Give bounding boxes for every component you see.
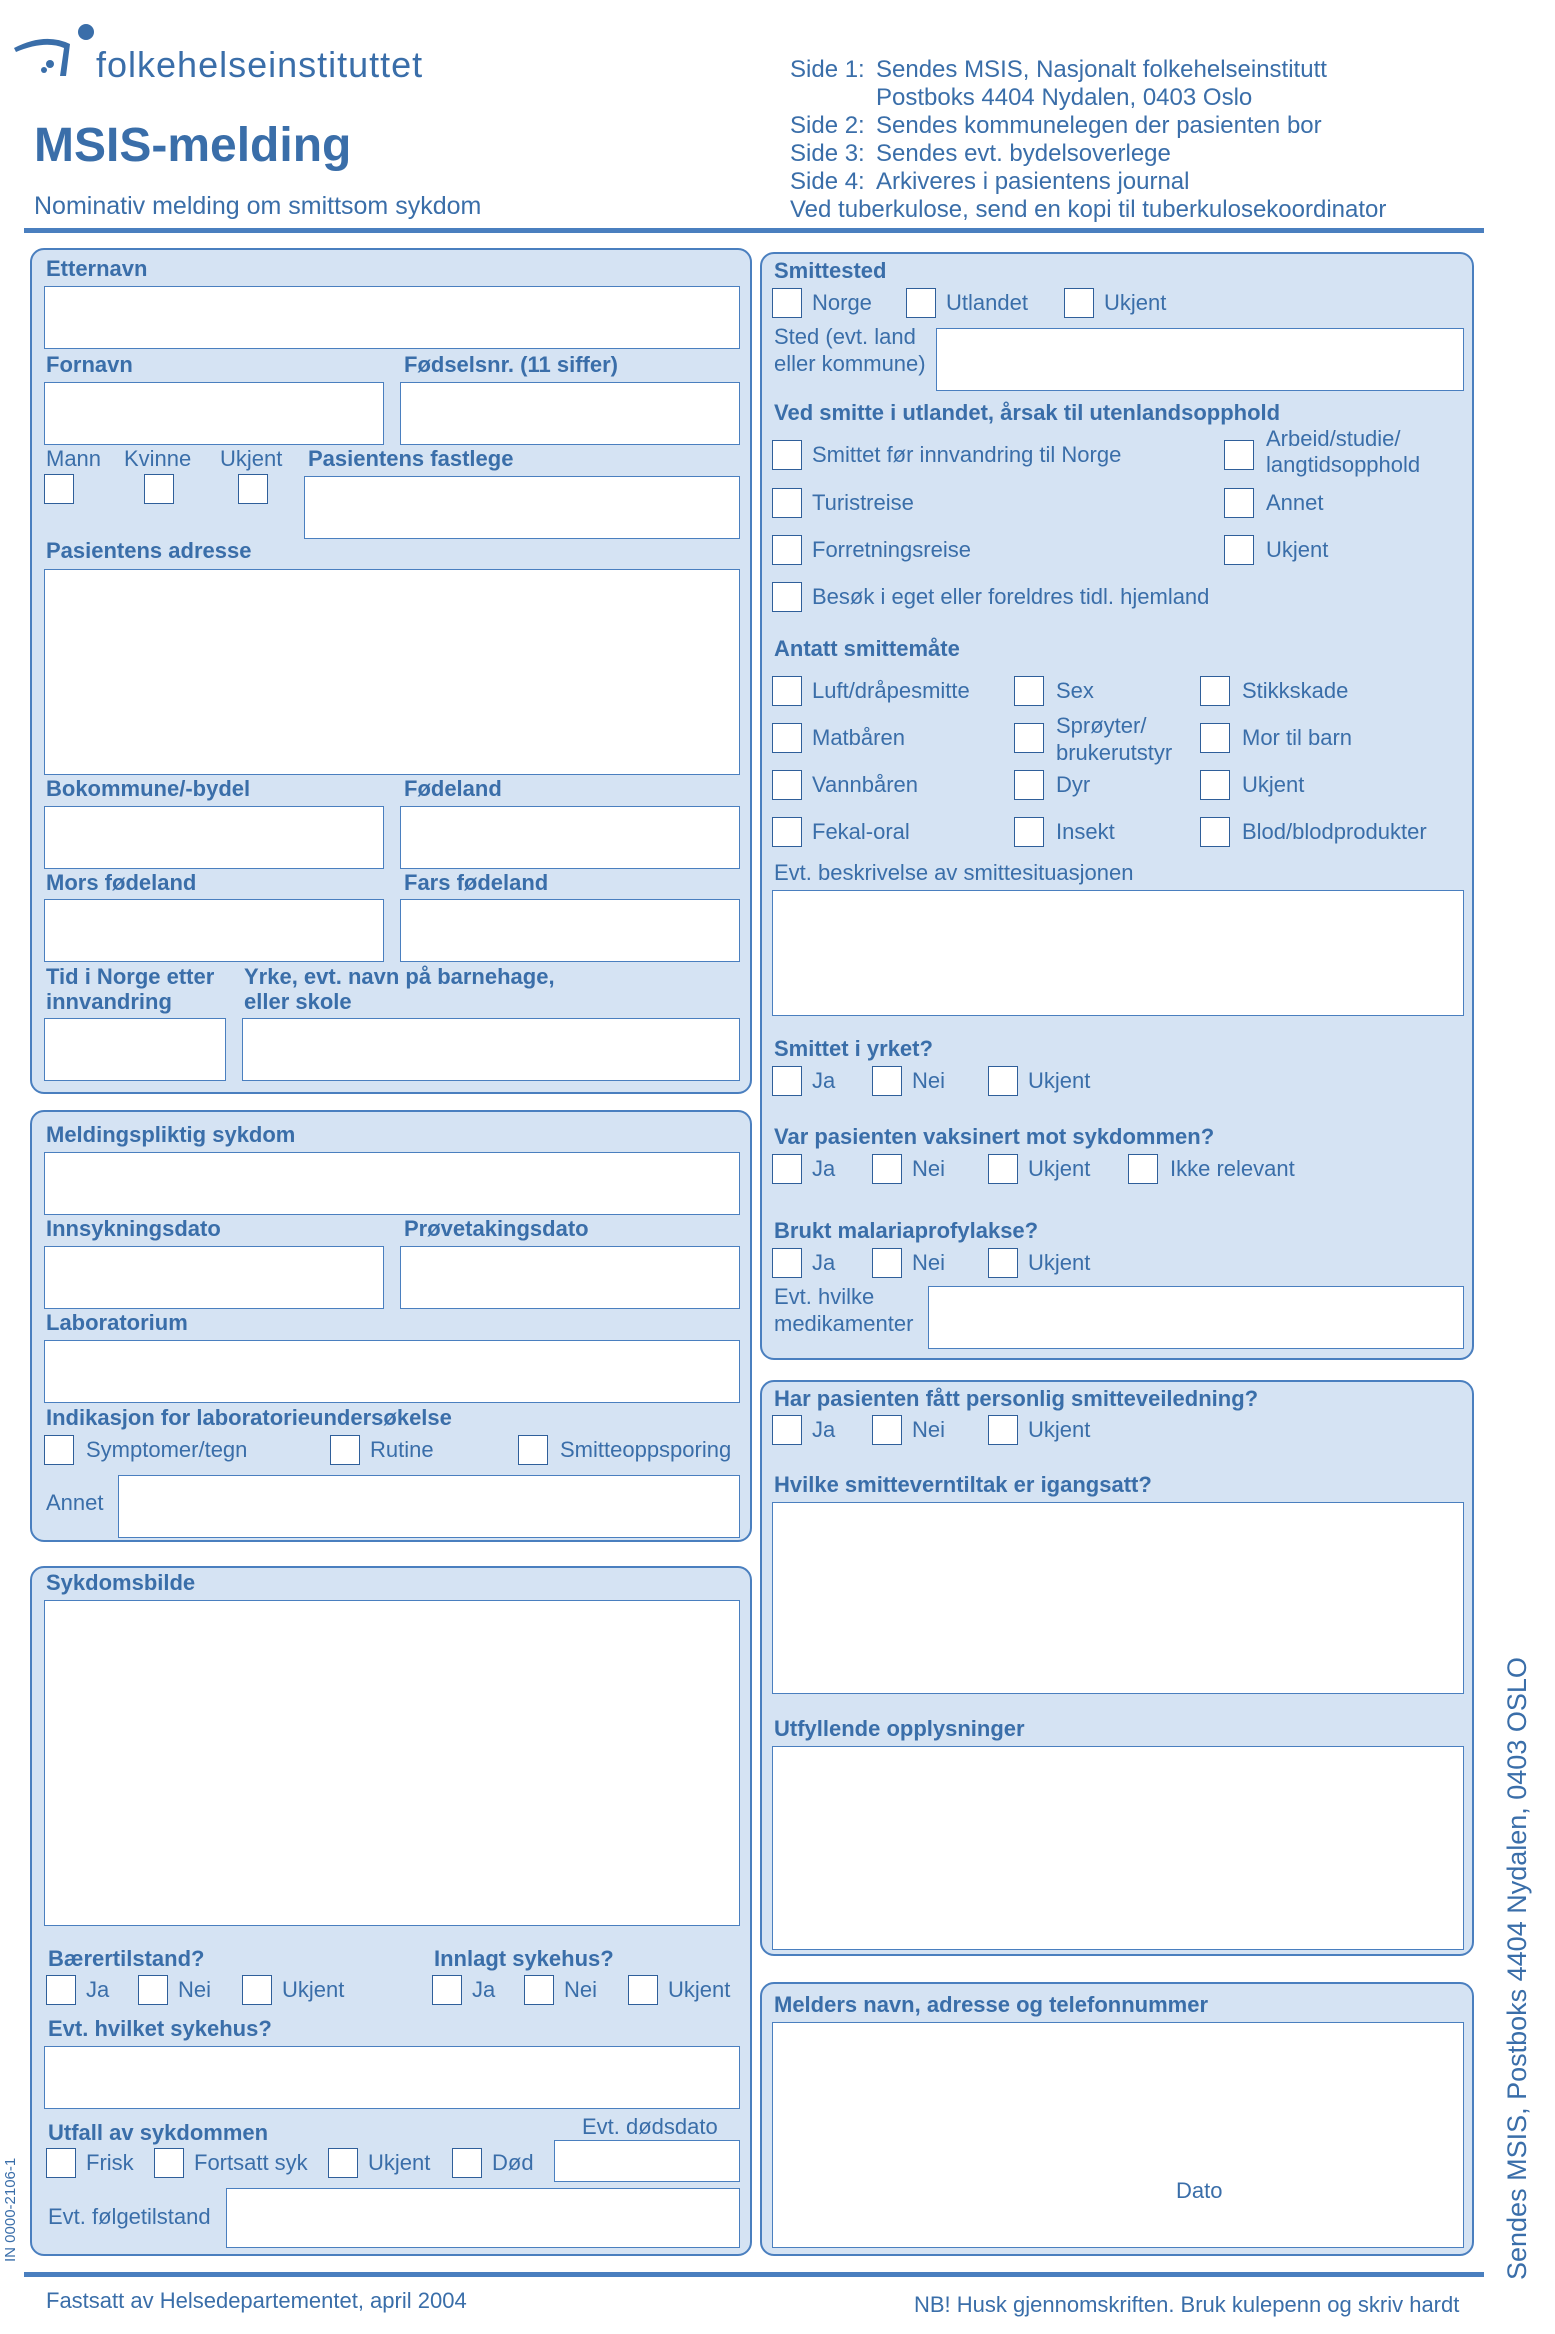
baerer-ja-label: Ja <box>86 1977 110 2002</box>
kvinne-label: Kvinne <box>124 446 192 471</box>
besok-label: Besøk i eget eller foreldres tidl. hjemland <box>812 584 1210 609</box>
innlagt-ukjent-label: Ukjent <box>668 1977 731 2002</box>
smittested-ukjent-checkbox[interactable] <box>1064 288 1094 318</box>
yrke-label: Yrke, evt. navn på barnehage, <box>244 964 555 989</box>
rutine-label: Rutine <box>370 1437 434 1462</box>
smittested-norge-label: Norge <box>812 290 872 315</box>
fastlege-label: Pasientens fastlege <box>308 446 514 471</box>
fodselsnr-label: Fødselsnr. (11 siffer) <box>404 352 618 377</box>
veiledning-nei-checkbox[interactable] <box>872 1415 902 1445</box>
header-divider <box>24 228 1484 233</box>
veiledning-nei-label: Nei <box>912 1417 946 1442</box>
malaria-nei-checkbox[interactable] <box>872 1248 902 1278</box>
innlagt-nei-checkbox[interactable] <box>524 1975 554 2005</box>
baerer-nei-label: Nei <box>178 1977 212 2002</box>
veiledning-ukjent-checkbox[interactable] <box>988 1415 1018 1445</box>
vaksinert-ja-checkbox[interactable] <box>772 1154 802 1184</box>
melder-input[interactable] <box>772 2022 1464 2248</box>
sex-label: Sex <box>1056 678 1094 703</box>
forretningsreise-checkbox[interactable] <box>772 535 802 565</box>
matbaren-checkbox[interactable] <box>772 723 802 753</box>
routing-text-4: Arkiveres i pasientens journal <box>876 168 1190 195</box>
innsykningsdato-label: Innsykningsdato <box>46 1216 221 1241</box>
besok-checkbox[interactable] <box>772 582 802 612</box>
dyr-label: Dyr <box>1056 772 1091 797</box>
kjonn-ukjent-checkbox[interactable] <box>238 474 268 504</box>
vaksinert-ikke-relevant-label: Ikke relevant <box>1170 1156 1295 1181</box>
yrket-ukjent-label: Ukjent <box>1028 1068 1091 1093</box>
insekt-checkbox[interactable] <box>1014 817 1044 847</box>
stikkskade-label: Stikkskade <box>1242 678 1349 703</box>
etternavn-label: Etternavn <box>46 256 148 281</box>
mor-til-barn-checkbox[interactable] <box>1200 723 1230 753</box>
malaria-label: Brukt malariaprofylakse? <box>774 1218 1039 1243</box>
matbaren-label: Matbåren <box>812 725 905 750</box>
malaria-ja-label: Ja <box>812 1250 836 1275</box>
smitteoppsporing-checkbox[interactable] <box>518 1435 548 1465</box>
logo-swirl-icon <box>10 18 100 80</box>
tiltak-input[interactable] <box>772 1502 1464 1694</box>
veiledning-ukjent-label: Ukjent <box>1028 1417 1091 1442</box>
arsak-annet-checkbox[interactable] <box>1224 488 1254 518</box>
medikamenter-label-2: medikamenter <box>774 1311 914 1336</box>
annet-input[interactable] <box>118 1475 740 1538</box>
smittested-norge-checkbox[interactable] <box>772 288 802 318</box>
vannbaren-label: Vannbåren <box>812 772 919 797</box>
yrket-nei-checkbox[interactable] <box>872 1066 902 1096</box>
routing-side-4: Side 4: <box>790 168 865 195</box>
luft-label: Luft/dråpesmitte <box>812 678 970 703</box>
blod-label: Blod/blodprodukter <box>1242 819 1427 844</box>
arsak-ukjent-checkbox[interactable] <box>1224 535 1254 565</box>
vaksinert-ja-label: Ja <box>812 1156 836 1181</box>
fars-fodeland-label: Fars fødeland <box>404 870 549 895</box>
kjonn-ukjent-label: Ukjent <box>220 446 283 471</box>
vaksinert-nei-checkbox[interactable] <box>872 1154 902 1184</box>
malaria-ja-checkbox[interactable] <box>772 1248 802 1278</box>
tiltak-label: Hvilke smitteverntiltak er igangsatt? <box>774 1472 1152 1497</box>
utfyllende-label: Utfyllende opplysninger <box>774 1716 1025 1741</box>
routing-side-1: Side 1: <box>790 56 865 83</box>
sproyter-label: Sprøyter/ <box>1056 713 1147 738</box>
provetakingsdato-label: Prøvetakingsdato <box>404 1216 589 1241</box>
folgetilstand-label: Evt. følgetilstand <box>48 2204 211 2229</box>
routing-text-1b: Postboks 4404 Nydalen, 0403 Oslo <box>876 84 1253 111</box>
tid-i-norge-label-2: innvandring <box>46 989 172 1014</box>
veiledning-label: Har pasienten fått personlig smitteveiledning? <box>774 1386 1259 1411</box>
smittested-label: Smittested <box>774 258 887 283</box>
routing-text-2: Sendes kommunelegen der pasienten bor <box>876 112 1322 139</box>
veiledning-ja-label: Ja <box>812 1417 836 1442</box>
dod-checkbox[interactable] <box>452 2148 482 2178</box>
sted-label: Sted (evt. land <box>774 324 916 349</box>
routing-text-1: Sendes MSIS, Nasjonalt folkehelseinstitutt <box>876 56 1327 83</box>
smittet-for-label: Smittet før innvandring til Norge <box>812 442 1122 467</box>
utfyllende-input[interactable] <box>772 1746 1464 1950</box>
sted-label-2: eller kommune) <box>774 351 926 376</box>
malaria-ukjent-checkbox[interactable] <box>988 1248 1018 1278</box>
vaksinert-ukjent-checkbox[interactable] <box>988 1154 1018 1184</box>
dato-label: Dato <box>1176 2178 1223 2203</box>
indikasjon-label: Indikasjon for laboratorieundersøkelse <box>46 1405 452 1430</box>
nb-note: NB! Husk gjennomskriften. Bruk kulepenn og skriv hardt <box>914 2292 1460 2317</box>
fodeland-label: Fødeland <box>404 776 502 801</box>
provetakingsdato-input[interactable] <box>400 1246 740 1309</box>
mann-checkbox[interactable] <box>44 474 74 504</box>
innlagt-ja-checkbox[interactable] <box>432 1975 462 2005</box>
fars-fodeland-input[interactable] <box>400 899 740 962</box>
innsykningsdato-input[interactable] <box>44 1246 384 1309</box>
baerer-ja-checkbox[interactable] <box>46 1975 76 2005</box>
fornavn-label: Fornavn <box>46 352 133 377</box>
mor-til-barn-label: Mor til barn <box>1242 725 1353 750</box>
yrket-ukjent-checkbox[interactable] <box>988 1066 1018 1096</box>
arbeid-checkbox[interactable] <box>1224 440 1254 470</box>
fodselsnr-input[interactable] <box>400 382 740 445</box>
symptomer-label: Symptomer/tegn <box>86 1437 248 1462</box>
vaksinert-label: Var pasienten vaksinert mot sykdommen? <box>774 1124 1215 1149</box>
tb-note: Ved tuberkulose, send en kopi til tuberkulosekoordinator <box>790 196 1387 223</box>
meldingspliktig-input[interactable] <box>44 1152 740 1215</box>
etternavn-input[interactable] <box>44 286 740 349</box>
dodsdato-label: Evt. dødsdato <box>582 2114 718 2139</box>
adresse-input[interactable] <box>44 569 740 775</box>
arsak-heading: Ved smitte i utlandet, årsak til utenlandsopphold <box>774 400 1281 425</box>
dyr-checkbox[interactable] <box>1014 770 1044 800</box>
vaksinert-ikke-relevant-checkbox[interactable] <box>1128 1154 1158 1184</box>
fastsatt-text: Fastsatt av Helsedepartementet, april 2004 <box>46 2288 467 2313</box>
yrket-ja-checkbox[interactable] <box>772 1066 802 1096</box>
page-title: MSIS-melding <box>34 119 352 172</box>
laboratorium-input[interactable] <box>44 1340 740 1403</box>
blod-checkbox[interactable] <box>1200 817 1230 847</box>
yrket-ja-label: Ja <box>812 1068 836 1093</box>
sykdomsbilde-label: Sykdomsbilde <box>46 1570 196 1595</box>
luft-checkbox[interactable] <box>772 676 802 706</box>
yrke-input[interactable] <box>242 1018 740 1081</box>
forretningsreise-label: Forretningsreise <box>812 537 971 562</box>
utfall-ukjent-checkbox[interactable] <box>328 2148 358 2178</box>
mors-fodeland-label: Mors fødeland <box>46 870 197 895</box>
fortsatt-syk-checkbox[interactable] <box>154 2148 184 2178</box>
utfall-label: Utfall av sykdommen <box>48 2120 269 2145</box>
annet-label: Annet <box>46 1490 104 1515</box>
sykdomsbilde-input[interactable] <box>44 1600 740 1926</box>
vaksinert-nei-label: Nei <box>912 1156 946 1181</box>
logo <box>10 18 100 80</box>
smittemate-ukjent-checkbox[interactable] <box>1200 770 1230 800</box>
page-subtitle: Nominativ melding om smittsom sykdom <box>34 192 482 220</box>
baerer-ukjent-checkbox[interactable] <box>242 1975 272 2005</box>
bokommune-label: Bokommune/-bydel <box>46 776 251 801</box>
smittested-ukjent-label: Ukjent <box>1104 290 1167 315</box>
fekal-label: Fekal-oral <box>812 819 910 844</box>
symptomer-checkbox[interactable] <box>44 1435 74 1465</box>
form-code: IN 0000-2106-1 <box>2 2157 19 2262</box>
kvinne-checkbox[interactable] <box>144 474 174 504</box>
smittemate-label: Antatt smittemåte <box>774 636 960 661</box>
vaksinert-ukjent-label: Ukjent <box>1028 1156 1091 1181</box>
medikamenter-label: Evt. hvilke <box>774 1284 875 1309</box>
turistreise-checkbox[interactable] <box>772 488 802 518</box>
routing-side-2: Side 2: <box>790 112 865 139</box>
side-vertical-text: Sendes MSIS, Postboks 4404 Nydalen, 0403 OSLO <box>1502 1657 1532 2280</box>
malaria-ukjent-label: Ukjent <box>1028 1250 1091 1275</box>
innlagt-ukjent-checkbox[interactable] <box>628 1975 658 2005</box>
mann-label: Mann <box>46 446 102 471</box>
sex-checkbox[interactable] <box>1014 676 1044 706</box>
fodeland-input[interactable] <box>400 806 740 869</box>
vannbaren-checkbox[interactable] <box>772 770 802 800</box>
turistreise-label: Turistreise <box>812 490 914 515</box>
smittested-utlandet-label: Utlandet <box>946 290 1028 315</box>
malaria-nei-label: Nei <box>912 1250 946 1275</box>
fekal-checkbox[interactable] <box>772 817 802 847</box>
sproyter-label-2: brukerutstyr <box>1056 740 1173 765</box>
innlagt-ja-label: Ja <box>472 1977 496 2002</box>
smittested-utlandet-checkbox[interactable] <box>906 288 936 318</box>
innlagt-label: Innlagt sykehus? <box>434 1946 614 1971</box>
mors-fodeland-input[interactable] <box>44 899 384 962</box>
hvilket-sykehus-input[interactable] <box>44 2046 740 2109</box>
baerertilstand-label: Bærertilstand? <box>48 1946 205 1971</box>
arsak-ukjent-label: Ukjent <box>1266 537 1329 562</box>
laboratorium-label: Laboratorium <box>46 1310 188 1335</box>
arbeid-label: Arbeid/studie/ <box>1266 426 1401 451</box>
tid-i-norge-label: Tid i Norge etter <box>46 964 215 989</box>
footer-divider <box>24 2272 1484 2277</box>
stikkskade-checkbox[interactable] <box>1200 676 1230 706</box>
veiledning-ja-checkbox[interactable] <box>772 1415 802 1445</box>
yrket-nei-label: Nei <box>912 1068 946 1093</box>
medikamenter-input[interactable] <box>928 1286 1464 1349</box>
melder-label: Melders navn, adresse og telefonnummer <box>774 1992 1209 2017</box>
hvilket-sykehus-label: Evt. hvilket sykehus? <box>48 2016 272 2041</box>
smittemate-ukjent-label: Ukjent <box>1242 772 1305 797</box>
baerer-ukjent-label: Ukjent <box>282 1977 345 2002</box>
beskrivelse-input[interactable] <box>772 890 1464 1016</box>
dod-label: Død <box>492 2150 534 2175</box>
org-name: folkehelseinstituttet <box>96 44 424 85</box>
tid-i-norge-input[interactable] <box>44 1018 226 1081</box>
meldingspliktig-label: Meldingspliktig sykdom <box>46 1122 296 1147</box>
smittet-for-checkbox[interactable] <box>772 440 802 470</box>
sted-input[interactable] <box>936 328 1464 391</box>
fornavn-input[interactable] <box>44 382 384 445</box>
dodsdato-input[interactable] <box>554 2140 740 2182</box>
routing-side-3: Side 3: <box>790 140 865 167</box>
yrke-label-2: eller skole <box>244 989 352 1014</box>
baerer-nei-checkbox[interactable] <box>138 1975 168 2005</box>
bokommune-input[interactable] <box>44 806 384 869</box>
frisk-checkbox[interactable] <box>46 2148 76 2178</box>
fastlege-input[interactable] <box>304 476 740 539</box>
rutine-checkbox[interactable] <box>330 1435 360 1465</box>
frisk-label: Frisk <box>86 2150 134 2175</box>
arsak-annet-label: Annet <box>1266 490 1324 515</box>
insekt-label: Insekt <box>1056 819 1115 844</box>
beskrivelse-label: Evt. beskrivelse av smittesituasjonen <box>774 860 1134 885</box>
folgetilstand-input[interactable] <box>226 2188 740 2248</box>
smitteoppsporing-label: Smitteoppsporing <box>560 1437 732 1462</box>
routing-text-3: Sendes evt. bydelsoverlege <box>876 140 1171 167</box>
smittet-yrket-label: Smittet i yrket? <box>774 1036 933 1061</box>
arbeid-label-2: langtidsopphold <box>1266 452 1421 477</box>
sproyter-checkbox[interactable] <box>1014 723 1044 753</box>
innlagt-nei-label: Nei <box>564 1977 598 2002</box>
utfall-ukjent-label: Ukjent <box>368 2150 431 2175</box>
adresse-label: Pasientens adresse <box>46 538 252 563</box>
fortsatt-syk-label: Fortsatt syk <box>194 2150 308 2175</box>
